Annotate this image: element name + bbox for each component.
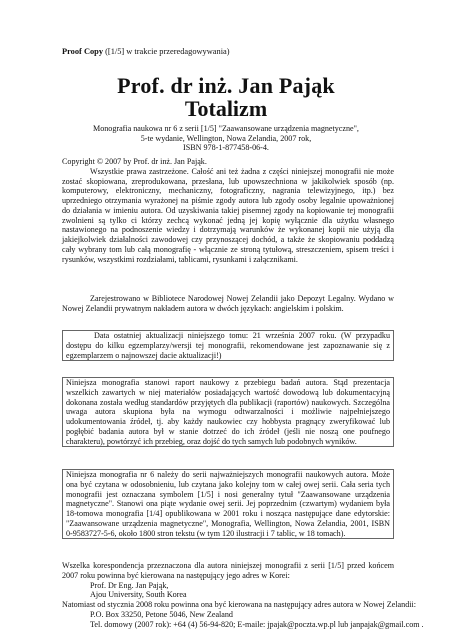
update-box [62, 330, 394, 361]
registration-paragraph [62, 294, 394, 314]
address-name: Prof. Dr Eng. Jan Pająk, [90, 580, 169, 590]
copyright-line: Copyright © 2007 by Prof. dr inż. Jan Pająk. [62, 157, 207, 166]
monograph-info [0, 124, 452, 153]
book-title: Totalizm [184, 96, 268, 121]
report-text: Niniejsza monografia stanowi raport naukowy z przebiegu badań autora. Stąd prezentacja wszelkich zawartych w niej materiałów posiadających wartość dowodową lub dokumentacyjną dokonana została według standardów przyjętych dla publikacji (raportów) naukowych. Szczególna uwaga autora skupiona była na wymogu odtwarzalności i możliwie najpełniejszego udokumentowania źródeł, tj. aby każdy naukowiec czy hobbysta pragnący zweryfikować lub pogłębić badania autora był w stanie dotrzeć do ich źródeł (jeśli nie noszą one poufnego charakteru), powtórzyć ich przebieg, oraz dojść do tych samych lub podobnych wyników. [62, 377, 394, 447]
proof-copy-text: ([1/5] w trakcie przeredagowywania) [103, 47, 230, 56]
copyright-section [62, 157, 394, 264]
monograph-isbn-line: ISBN 978-1-877458-06-4. [183, 143, 269, 153]
correspondence-nz: Natomiast od stycznia 2008 roku powinna ona być kierowana na następujący adres autora w Nowej Zelandii: [62, 600, 416, 609]
series-box [62, 469, 394, 539]
address-university: Ajou University, South Korea [90, 590, 187, 600]
series-text: Niniejsza monografia nr 6 należy do serii najważniejszych monografii naukowych autora. Może ona być czytana w odosobnieniu, lub czytana jako kolejny tom w całej owej serii. Cała seria tych monografii jest oznaczana symbolem [1/5] i nosi generalny tytuł "Zaawansowane urządzenia magnetyczne". Stanowi ona piąte wydanie owej serii. Jej poprzednim (czwartym) wydaniem była 18-tomowa monografia [1/4] opublikowana w 2001 roku i nosząca następujące dane edytorskie: "Zaawansowane urządzenia magnetyczne", Monografia, Wellington, Nowa Zelandia, 2001, ISBN 0-9583727-5-6, około 1800 stron tekstu (w tym 120 ilustracji i 7 tablic, w 18 tomach). [62, 469, 394, 539]
author-title: Prof. dr inż. Jan Pająk [117, 73, 335, 98]
monograph-edition-line: 5-te wydanie, Wellington, Nowa Zelandia, 2007 rok, [140, 133, 312, 143]
address-contact: Tel. domowy (2007 rok): +64 (4) 56-94-820; E-maile: jpajak@poczta.wp.pl lub janpajak@gmail.com . [90, 619, 424, 629]
monograph-series-line: Monografia naukowa nr 6 z serii [1/5] "Zaawansowane urządzenia magnetyczne", [93, 124, 359, 133]
proof-copy-note [62, 47, 230, 56]
correspondence-korea: Wszelka korespondencja przeznaczona dla autora niniejszej monografii z serii [1/5] przed końcem 2007 roku powinna być kierowana na następujący jego adres w Korei: [62, 561, 394, 580]
report-box [62, 377, 394, 447]
address-po-box: P.O. Box 33250, Petone 5046, New Zealand [90, 609, 233, 619]
proof-copy-label: Proof Copy [62, 47, 104, 56]
correspondence-section [62, 561, 424, 629]
update-text: Data ostatniej aktualizacji niniejszego tomu: 21 września 2007 roku. (W przypadku dostępu do kilku egzemplarzy/wersji tej monografii, rekomendowane jest zapoznawanie się z egzemplarzem o najnowszej dacie aktualizacji!) [62, 330, 394, 361]
registration-text: Zarejestrowano w Bibliotece Narodowej Nowej Zelandii jako Depozyt Legalny. Wydano w Nowej Zelandii prywatnym nakładem autora w dwóch językach: angielskim i polskim. [62, 294, 394, 313]
copyright-body: Wszystkie prawa zastrzeżone. Całość ani też żadna z części niniejszej monografii nie może zostać skopiowana, zreprodukowana, przesłana, lub upowszechniona w jakikolwiek sposób (np. komputerowy, elektroniczny, mechaniczny, fotograficzny, nagrania telewizyjnego, itp.) bez uprzedniego otrzymania wyrażonej na piśmie zgody autora lub zgody osoby legalnie upoważnionej do działania w imieniu autora. Od uzyskiwania takiej pisemnej zgody na kopiowanie tej monografii zwolnieni są tylko ci którzy zechcą wykonać jedną jej kopię wyłącznie dla użytku własnego nastawionego na podnoszenie wiedzy i dotrzymają warunków że wykonanej kopii nie użyją dla jakiejkolwiek działalności zawodowej czy przynoszącej dochód, a także że skopiowaniu poddadzą cały wybrany tom lub całą monografię - włącznie ze stroną tytułową, streszczeniem, spisem treści i rysunków, wszystkimi rozdziałami, tablicami, rysunkami i załącznikami. [62, 166, 394, 264]
